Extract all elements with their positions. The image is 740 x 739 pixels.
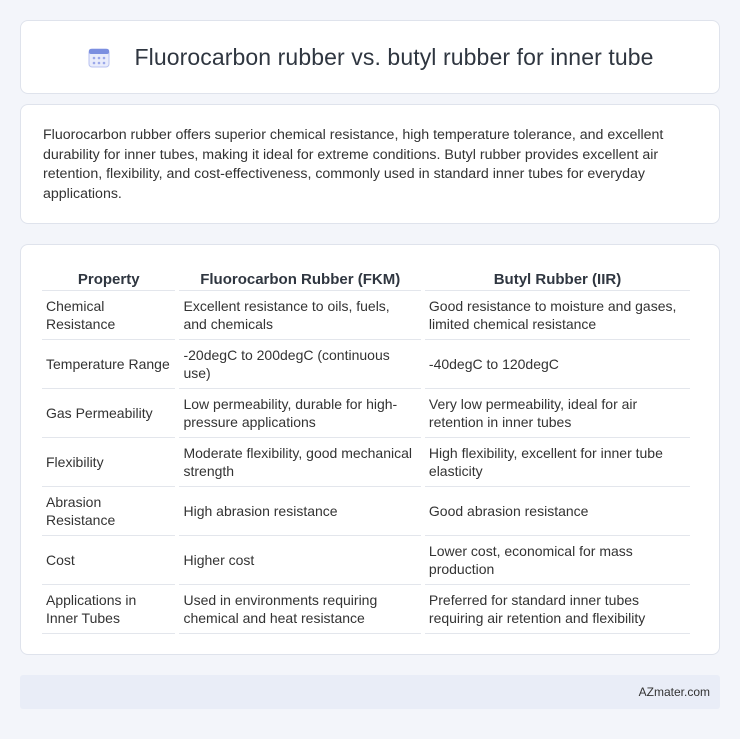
table-row (42, 487, 690, 536)
table-header-row (42, 265, 690, 291)
table-row (42, 291, 690, 340)
iir-cell: Good abrasion resistance (425, 487, 690, 536)
property-cell: Temperature Range (42, 340, 175, 389)
property-cell: Applications in Inner Tubes (42, 585, 175, 634)
comparison-table (38, 265, 694, 634)
fkm-cell: -20degC to 200degC (continuous use) (179, 340, 420, 389)
property-cell: Abrasion Resistance (42, 487, 175, 536)
fkm-cell: Low permeability, durable for high-pressure applications (179, 389, 420, 438)
footer-bar (20, 675, 720, 709)
property-cell: Cost (42, 536, 175, 585)
page-title: Fluorocarbon rubber vs. butyl rubber for inner tube (134, 43, 654, 70)
property-cell: Gas Permeability (42, 389, 175, 438)
fkm-cell: Higher cost (179, 536, 420, 585)
table-row (42, 389, 690, 438)
property-cell: Chemical Resistance (42, 291, 175, 340)
column-header-fkm: Fluorocarbon Rubber (FKM) (179, 265, 420, 291)
iir-cell: Very low permeability, ideal for air retention in inner tubes (425, 389, 690, 438)
iir-cell: Good resistance to moisture and gases, limited chemical resistance (425, 291, 690, 340)
column-header-property: Property (42, 265, 175, 291)
footer-brand: AZmater.com (638, 685, 710, 699)
table-row (42, 585, 690, 634)
property-cell: Flexibility (42, 438, 175, 487)
iir-cell: High flexibility, excellent for inner tube elasticity (425, 438, 690, 487)
table-row (42, 340, 690, 389)
column-header-iir: Butyl Rubber (IIR) (425, 265, 690, 291)
calendar-icon (86, 44, 112, 70)
fkm-cell: Excellent resistance to oils, fuels, and chemicals (179, 291, 420, 340)
fkm-cell: Moderate flexibility, good mechanical strength (179, 438, 420, 487)
summary-text: Fluorocarbon rubber offers superior chemical resistance, high temperature tolerance, and excellent durability for inner tubes, making it ideal for extreme conditions. Butyl rubber provides excellent air retention, flexibility, and cost-effectiveness, commonly used in standard inner tubes for everyday applications. (43, 127, 664, 202)
iir-cell: -40degC to 120degC (425, 340, 690, 389)
comparison-table-card (20, 244, 720, 655)
title-card (20, 20, 720, 94)
table-row (42, 438, 690, 487)
iir-cell: Lower cost, economical for mass production (425, 536, 690, 585)
fkm-cell: High abrasion resistance (179, 487, 420, 536)
table-row (42, 536, 690, 585)
summary-card (20, 104, 720, 224)
iir-cell: Preferred for standard inner tubes requiring air retention and flexibility (425, 585, 690, 634)
fkm-cell: Used in environments requiring chemical and heat resistance (179, 585, 420, 634)
